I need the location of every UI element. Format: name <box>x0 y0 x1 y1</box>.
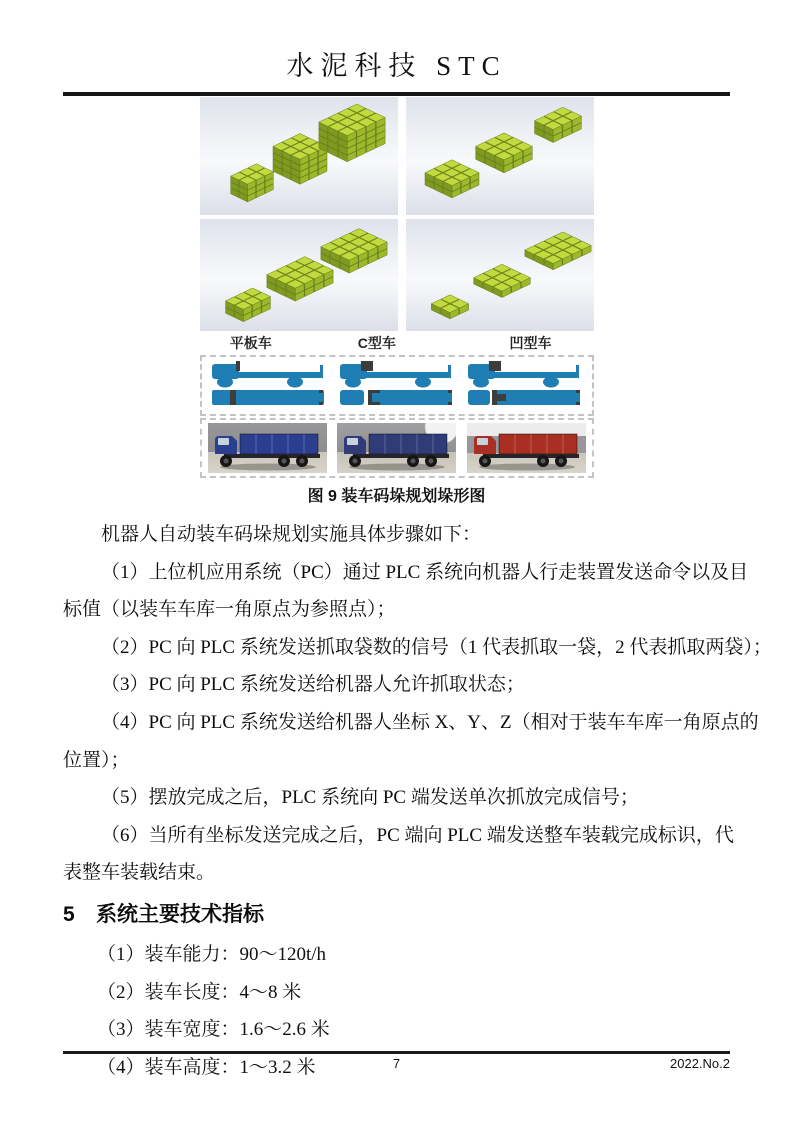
body-text-line: 标值（以装车车库一角原点为参照点）； <box>63 599 396 621</box>
truck-type-label-flatbed: 平板车 <box>229 335 272 351</box>
truck-diagram-concave <box>466 360 584 412</box>
body-paragraphs <box>63 516 772 892</box>
page-number: 7 <box>392 1055 401 1071</box>
header-rule <box>63 92 730 96</box>
truck-photo-1 <box>208 423 327 473</box>
spec-item: （4）装车高度：1～3.2 米 <box>97 1056 316 1078</box>
truck-photo-2 <box>337 423 456 473</box>
body-text-line: （2）PC 向 PLC 系统发送抓取袋数的信号（1 代表抓取一袋，2 代表抓取两袋）； <box>101 636 772 658</box>
body-text-line: （6）当所有坐标发送完成之后，PC 端向 PLC 端发送整车装载完成标识，代 <box>101 824 734 846</box>
spec-item: （3）装车宽度：1.6～2.6 米 <box>97 1019 330 1041</box>
truck-photo-box <box>200 418 594 478</box>
page-footer <box>63 1051 730 1076</box>
issue-number: 2022.No.2 <box>670 1055 730 1071</box>
body-text-line: （4）PC 向 PLC 系统发送给机器人坐标 X、Y、Z（相对于装车车库一角原点的 <box>101 711 759 733</box>
section-number: 5 <box>63 902 75 926</box>
stack-panel-two-layer-stacks-1 <box>406 97 594 215</box>
journal-title: 水泥科技 STC <box>286 51 507 81</box>
page-header <box>63 0 730 96</box>
truck-diagram-flatbed <box>210 360 328 412</box>
stack-render-panels <box>200 97 594 331</box>
section-title: 系统主要技术指标 <box>96 902 264 926</box>
body-text-line: （1）上位机应用系统（PC）通过 PLC 系统向机器人行走装置发送命令以及目 <box>101 561 749 583</box>
body-text-line: （5）摆放完成之后，PLC 系统向 PC 端发送单次抓放完成信号； <box>101 787 639 809</box>
truck-type-labels <box>200 333 594 354</box>
truck-type-label-concave: 凹型车 <box>509 335 552 351</box>
spec-item: （1）装车能力：90～120t/h <box>97 943 327 965</box>
footer-rule <box>63 1051 730 1054</box>
spec-item: （2）装车长度：4～8 米 <box>97 981 302 1003</box>
truck-photo-3 <box>467 423 586 473</box>
body-text-line: （3）PC 向 PLC 系统发送给机器人允许抓取状态； <box>101 674 525 696</box>
section-heading <box>63 900 730 930</box>
truck-diagram-c-type <box>338 360 456 412</box>
figure-9 <box>200 97 594 478</box>
stack-panel-single-layer-stacks <box>406 219 594 331</box>
stack-panel-multi-layer-stacks-1 <box>200 97 398 215</box>
body-text-line: 表整车装载结束。 <box>63 862 216 884</box>
body-text-line: 位置）； <box>63 749 130 771</box>
stack-panel-two-layer-stacks-2 <box>200 219 398 331</box>
body-text-line: 机器人自动装车码垛规划实施具体步骤如下： <box>101 524 482 545</box>
truck-diagram-box <box>200 355 594 416</box>
truck-type-label-c-type: C型车 <box>357 335 396 351</box>
figure-caption: 图 9 装车码垛规划垛形图 <box>307 488 486 505</box>
